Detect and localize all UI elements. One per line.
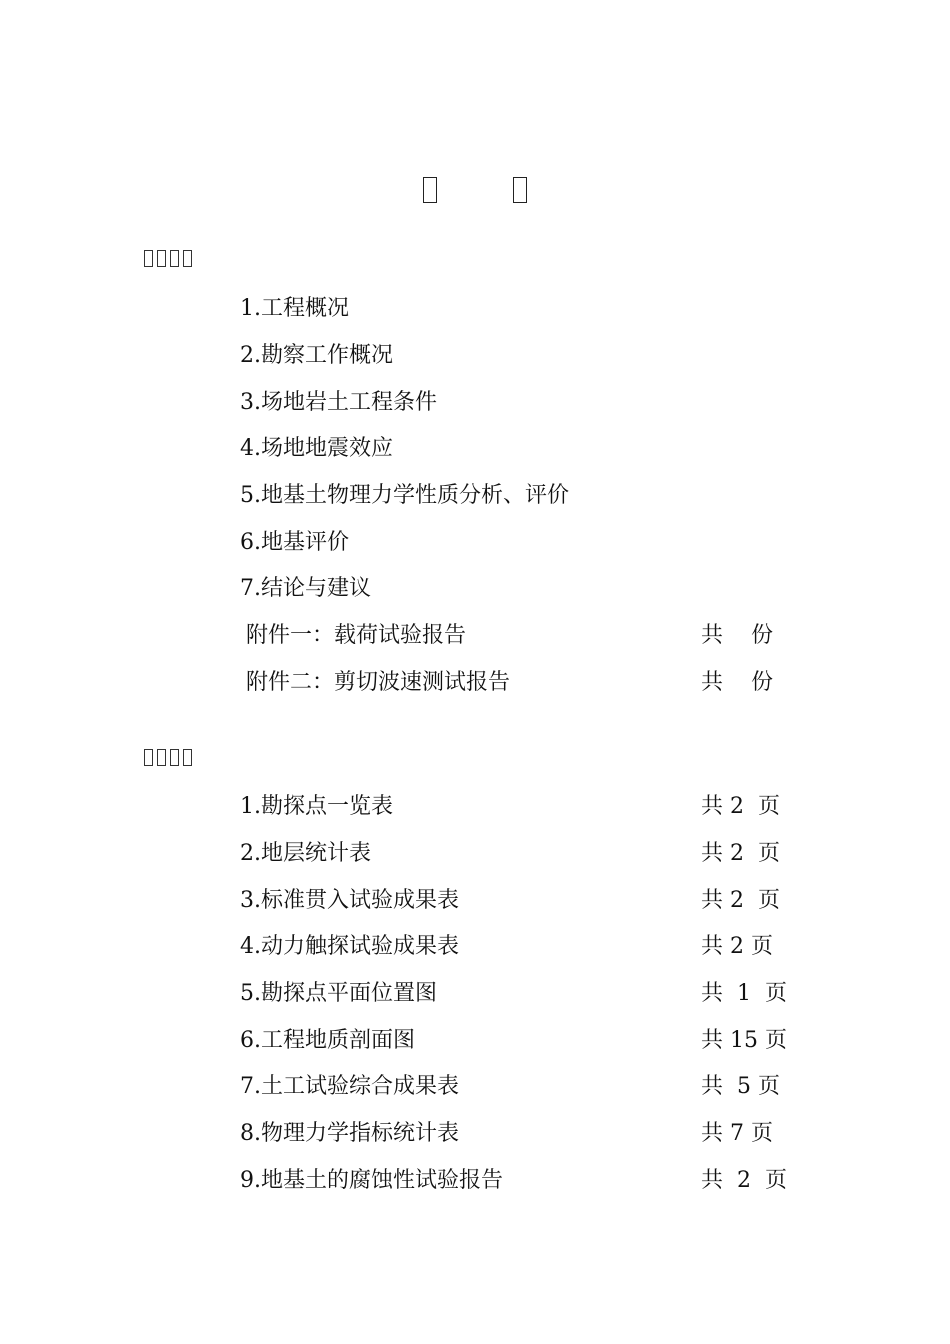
toc-item-count: 共 2 页 bbox=[701, 888, 780, 913]
title-char-1 bbox=[423, 177, 437, 203]
toc-item[interactable] bbox=[240, 839, 800, 869]
toc-item-label: 8.物理力学指标统计表 bbox=[240, 1121, 459, 1146]
toc-item-count: 共 15 页 bbox=[701, 1028, 787, 1053]
toc-item-label: 7.结论与建议 bbox=[240, 576, 371, 601]
toc-item[interactable] bbox=[240, 979, 800, 1009]
heading-char bbox=[157, 749, 166, 766]
toc-item-count: 共 2 页 bbox=[701, 841, 780, 866]
toc-item[interactable] bbox=[240, 294, 800, 324]
toc-item-count: 共 份 bbox=[701, 670, 773, 695]
toc-attachment-item[interactable] bbox=[240, 668, 800, 698]
toc-item[interactable] bbox=[240, 1072, 800, 1102]
toc-item[interactable] bbox=[240, 792, 800, 822]
heading-char bbox=[144, 250, 153, 267]
toc-item[interactable] bbox=[240, 528, 800, 558]
toc-item-count: 共 5 页 bbox=[701, 1074, 780, 1099]
section-heading-text bbox=[144, 250, 192, 267]
toc-item-label: 4.场地地震效应 bbox=[240, 436, 393, 461]
toc-item-count: 共 2 页 bbox=[701, 934, 773, 959]
title-char-2 bbox=[513, 177, 527, 203]
toc-item-count: 共 份 bbox=[701, 623, 773, 648]
toc-item-label: 5.勘探点平面位置图 bbox=[240, 981, 437, 1006]
section-heading-figures bbox=[144, 749, 192, 766]
heading-char bbox=[170, 749, 179, 766]
toc-item-count: 共 7 页 bbox=[701, 1121, 773, 1146]
toc-attachment-item[interactable] bbox=[240, 621, 800, 651]
toc-item-label: 6.地基评价 bbox=[240, 530, 349, 555]
toc-item[interactable] bbox=[240, 932, 800, 962]
toc-item-label: 5.地基土物理力学性质分析、评价 bbox=[240, 483, 569, 508]
toc-item-label: 6.工程地质剖面图 bbox=[240, 1028, 415, 1053]
toc-item[interactable] bbox=[240, 1119, 800, 1149]
toc-item[interactable] bbox=[240, 1166, 800, 1196]
toc-item-label: 附件二：剪切波速测试报告 bbox=[246, 670, 511, 695]
heading-char bbox=[170, 250, 179, 267]
toc-item-label: 7.土工试验综合成果表 bbox=[240, 1074, 459, 1099]
toc-item-label: 9.地基土的腐蚀性试验报告 bbox=[240, 1168, 503, 1193]
heading-char bbox=[183, 749, 192, 766]
toc-item-count: 共 2 页 bbox=[701, 794, 780, 819]
toc-item-label: 2.勘察工作概况 bbox=[240, 343, 393, 368]
toc-item-label: 4.动力触探试验成果表 bbox=[240, 934, 459, 959]
toc-item-count: 共 1 页 bbox=[701, 981, 787, 1006]
toc-item-count: 共 2 页 bbox=[701, 1168, 787, 1193]
toc-item-label: 1.工程概况 bbox=[240, 296, 349, 321]
toc-item[interactable] bbox=[240, 1026, 800, 1056]
toc-item-label: 3.场地岩土工程条件 bbox=[240, 390, 437, 415]
heading-char bbox=[183, 250, 192, 267]
toc-item[interactable] bbox=[240, 434, 800, 464]
heading-char bbox=[144, 749, 153, 766]
toc-item-label: 1.勘探点一览表 bbox=[240, 794, 393, 819]
toc-item[interactable] bbox=[240, 481, 800, 511]
toc-item[interactable] bbox=[240, 574, 800, 604]
toc-item[interactable] bbox=[240, 341, 800, 371]
heading-char bbox=[157, 250, 166, 267]
toc-item-label: 2.地层统计表 bbox=[240, 841, 371, 866]
toc-item[interactable] bbox=[240, 388, 800, 418]
toc-item-label: 附件一：载荷试验报告 bbox=[246, 623, 467, 648]
toc-item[interactable] bbox=[240, 886, 800, 916]
page-title bbox=[0, 172, 950, 203]
toc-item-label: 3.标准贯入试验成果表 bbox=[240, 888, 459, 913]
